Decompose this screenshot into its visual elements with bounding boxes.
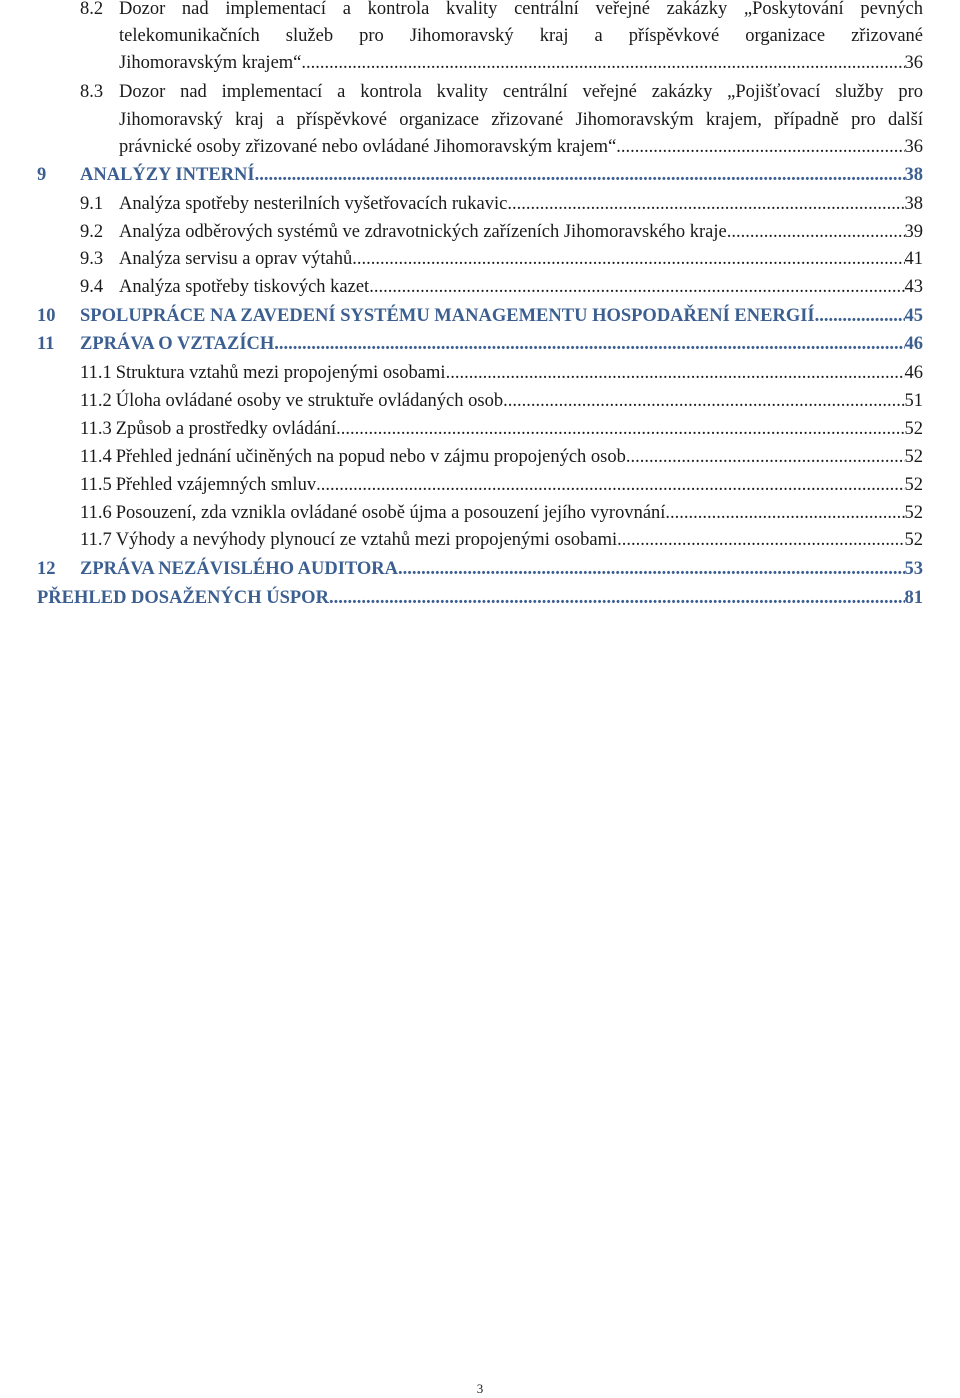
dot-leader	[301, 50, 904, 76]
dot-leader	[507, 191, 904, 217]
toc-number: 11.4	[80, 447, 112, 467]
toc-chapter-12[interactable]	[0, 556, 960, 582]
toc-number: 9.3	[80, 249, 104, 269]
toc-page: 53	[904, 559, 923, 579]
toc-entry-9-4[interactable]	[0, 274, 960, 300]
toc-page: 38	[904, 194, 923, 214]
toc-title: ZPRÁVA NEZÁVISLÉHO AUDITORA	[80, 559, 399, 579]
toc-title: ZPRÁVA O VZTAZÍCH	[80, 334, 275, 354]
toc-page: 36	[904, 53, 923, 73]
dot-leader	[398, 556, 904, 582]
dot-leader	[665, 500, 904, 526]
toc-entry-11-1[interactable]	[0, 360, 960, 386]
toc-number: 9	[37, 165, 47, 185]
toc-number: 11.5	[80, 475, 112, 495]
toc-title: Přehled jednání učiněných na popud nebo v zájmu propojených osob	[115, 447, 626, 467]
toc-number: 11.1	[80, 363, 112, 383]
toc-number: 8.3	[80, 82, 104, 102]
toc-number: 11.2	[80, 391, 112, 411]
dot-leader	[369, 274, 904, 300]
toc-number: 9.4	[80, 277, 104, 297]
toc-chapter-11[interactable]	[0, 331, 960, 357]
dot-leader	[255, 162, 905, 188]
toc-entry-8-2-end	[0, 50, 960, 76]
toc-page: 39	[904, 222, 923, 242]
toc-entry-9-1[interactable]	[0, 191, 960, 217]
dot-leader	[503, 388, 904, 414]
toc-entry-11-3[interactable]	[0, 416, 960, 442]
toc-page: 41	[904, 249, 923, 269]
toc-title: Výhody a nevýhody plynoucí ze vztahů mezi propojenými osobami	[115, 530, 618, 550]
toc-page: 46	[904, 334, 923, 354]
toc-entry-8-3-end	[0, 134, 960, 160]
toc-title: Dozor nad implementací a kontrola kvality centrální veřejné zakázky „Poskytování pevných	[119, 0, 923, 19]
toc-number: 11	[37, 334, 55, 354]
toc-entry-11-5[interactable]	[0, 472, 960, 498]
toc-title: ANALÝZY INTERNÍ	[80, 165, 255, 185]
dot-leader	[352, 246, 904, 272]
toc-chapter-10[interactable]	[0, 303, 960, 329]
toc-title: SPOLUPRÁCE NA ZAVEDENÍ SYSTÉMU MANAGEMENTU HOSPODAŘENÍ ENERGIÍ	[80, 306, 815, 326]
toc-number: 11.7	[80, 530, 112, 550]
dot-leader	[446, 360, 905, 386]
toc-number: 10	[37, 306, 56, 326]
toc-title: Analýza spotřeby nesterilních vyšetřovacích rukavic	[119, 194, 508, 214]
toc-number: 12	[37, 559, 56, 579]
toc-number: 8.2	[80, 0, 104, 19]
toc-page: 52	[904, 447, 923, 467]
toc-page: 43	[904, 277, 923, 297]
toc-number: 9.2	[80, 222, 104, 242]
toc-entry-11-6[interactable]	[0, 500, 960, 526]
dot-leader	[336, 416, 904, 442]
toc-page: 81	[904, 588, 923, 608]
dot-leader	[815, 303, 905, 329]
dot-leader	[274, 331, 904, 357]
dot-leader	[626, 444, 905, 470]
toc-title: Přehled vzájemných smluv	[115, 475, 317, 495]
toc-number: 9.1	[80, 194, 104, 214]
dot-leader	[329, 585, 905, 611]
toc-title: Analýza servisu a oprav výtahů	[119, 249, 353, 269]
toc-entry-8-2-cont	[0, 23, 960, 49]
toc-page: 45	[904, 306, 923, 326]
toc-page: 52	[904, 419, 923, 439]
toc-entry-8-3-cont	[0, 107, 960, 133]
toc-page: 52	[904, 503, 923, 523]
toc-page: 52	[904, 475, 923, 495]
toc-entry-8-3[interactable]	[0, 79, 960, 105]
toc-title: Způsob a prostředky ovládání	[115, 419, 337, 439]
toc-page: 46	[904, 363, 923, 383]
toc-title: Posouzení, zda vznikla ovládané osobě újma a posouzení jejího vyrovnání	[115, 503, 666, 523]
toc-number: 11.3	[80, 419, 112, 439]
dot-leader	[727, 219, 905, 245]
toc-summary[interactable]	[0, 585, 960, 611]
dot-leader	[316, 472, 904, 498]
toc-title: PŘEHLED DOSAŽENÝCH ÚSPOR	[37, 588, 329, 608]
toc-title-continued: telekomunikačních služeb pro Jihomoravský kraj a příspěvkové organizace zřizované	[119, 26, 923, 46]
toc-title-continued: právnické osoby zřizované nebo ovládané Jihomoravským krajem“	[119, 137, 617, 157]
toc-page: 36	[904, 137, 923, 157]
toc-page: 38	[904, 165, 923, 185]
toc-title: Struktura vztahů mezi propojenými osobami	[115, 363, 446, 383]
toc-title: Analýza odběrových systémů ve zdravotnických zařízeních Jihomoravského kraje	[119, 222, 727, 242]
toc-entry-8-2[interactable]	[0, 0, 960, 22]
dot-leader	[616, 134, 904, 160]
toc-page: 51	[904, 391, 923, 411]
toc-entry-9-3[interactable]	[0, 246, 960, 272]
toc-entry-11-7[interactable]	[0, 527, 960, 553]
toc-page: 52	[904, 530, 923, 550]
toc-entry-11-2[interactable]	[0, 388, 960, 414]
toc-number: 11.6	[80, 503, 112, 523]
toc-title-continued: Jihomoravský kraj a příspěvkové organizace zřizované Jihomoravským krajem, případně pro další	[119, 110, 923, 130]
toc-chapter-9[interactable]	[0, 162, 960, 188]
page-number: 3	[476, 1381, 484, 1396]
dot-leader	[617, 527, 904, 553]
toc-entry-11-4[interactable]	[0, 444, 960, 470]
toc-title: Úloha ovládané osoby ve struktuře ovládaných osob	[115, 391, 504, 411]
toc-entry-9-2[interactable]	[0, 219, 960, 245]
toc-title-continued: Jihomoravským krajem“	[119, 53, 302, 73]
toc-title: Dozor nad implementací a kontrola kvality centrální veřejné zakázky „Pojišťovací služby pro	[119, 82, 923, 102]
toc-title: Analýza spotřeby tiskových kazet	[119, 277, 370, 297]
